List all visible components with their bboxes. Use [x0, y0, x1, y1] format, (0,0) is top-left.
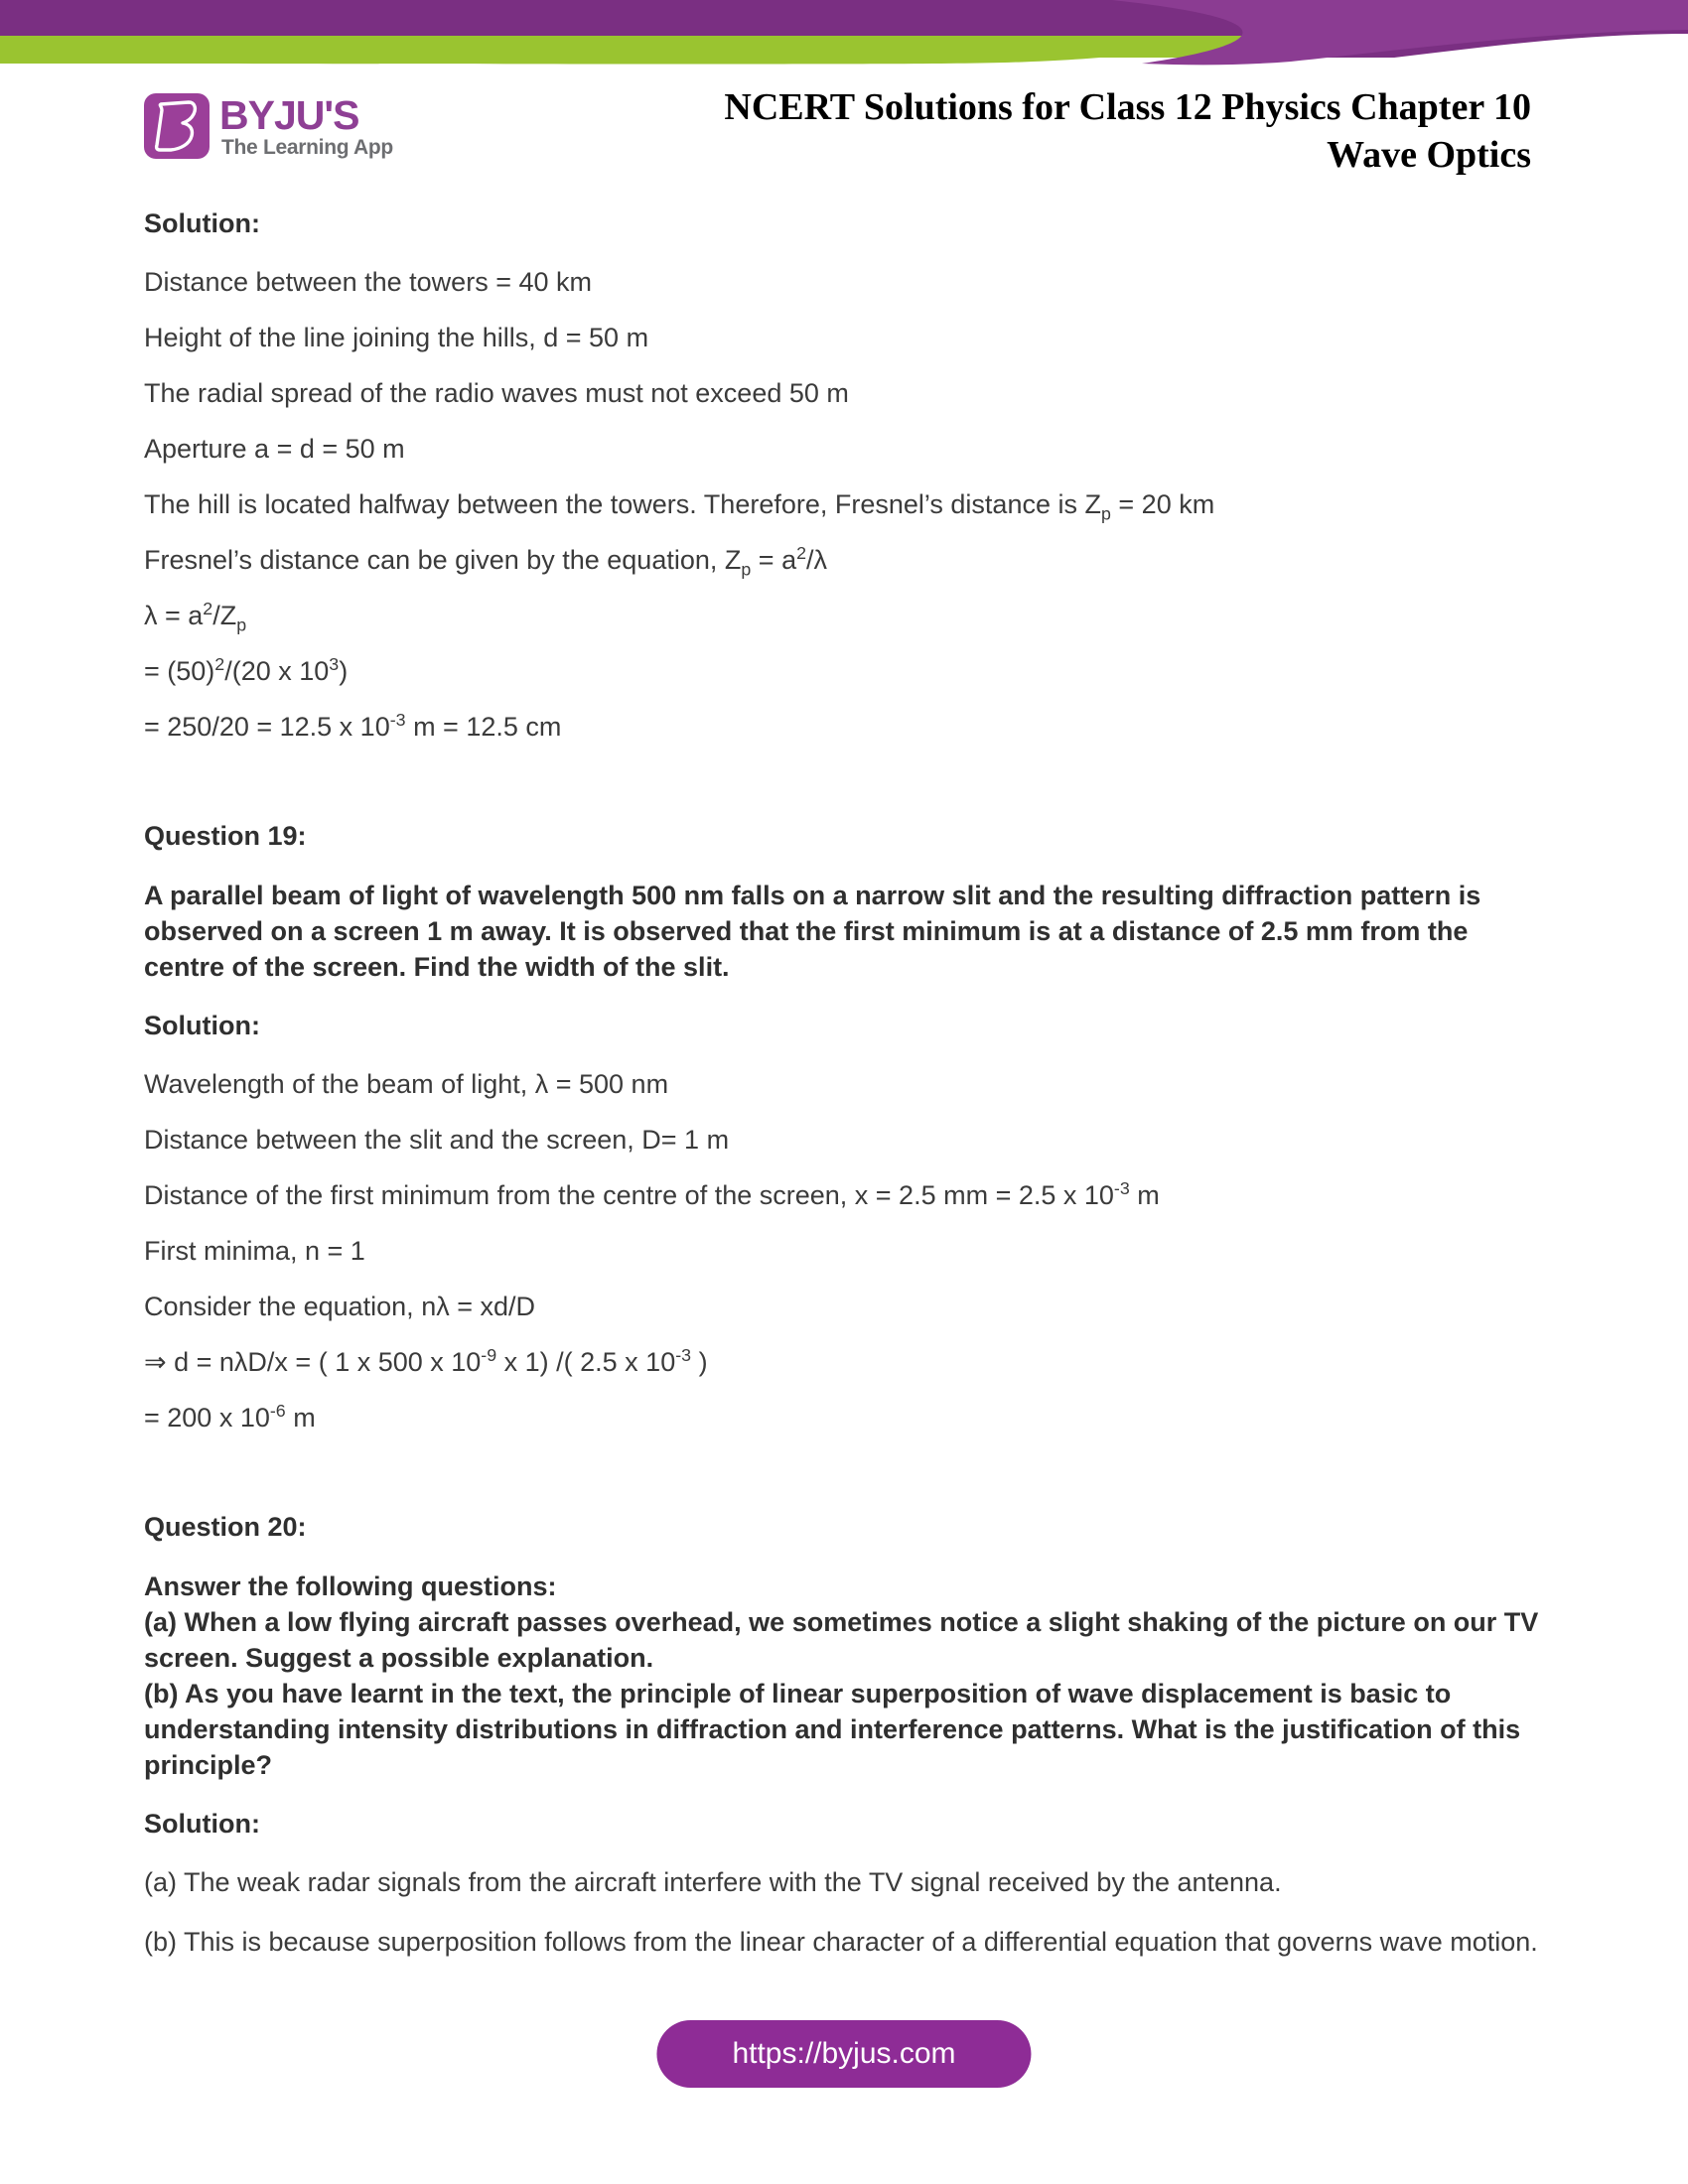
- question-20-solution-heading: Solution:: [144, 1809, 260, 1839]
- byjus-wordmark: BYJU'S: [219, 92, 359, 138]
- q19-line-distance-screen: Distance between the slit and the screen, D= 1 m: [144, 1125, 730, 1155]
- banner-green-tail: [0, 36, 1231, 65]
- q18-line-fresnel-distance: [144, 487, 1554, 524]
- byjus-logo-mark-icon: [144, 93, 210, 159]
- q18-eq-numeric: [144, 654, 1554, 688]
- page-header: [0, 71, 1688, 186]
- document-title-line2: Wave Optics: [1327, 134, 1531, 176]
- q19-l3-sup: -3: [1113, 1178, 1130, 1198]
- eq-num-sup2: 3: [329, 654, 340, 674]
- q19-l6-sup1: -9: [481, 1345, 497, 1365]
- fresnel-pre: The hill is located halfway between the towers. Therefore, Fresnel’s distance is Z: [144, 489, 1101, 519]
- eq-num-post: ): [339, 656, 349, 686]
- eq-num-mid: /(20 x 10: [224, 656, 330, 686]
- q19-l3-pre: Distance of the first minimum from the centre of the screen, x = 2.5 mm = 2.5 x 10: [144, 1180, 1114, 1210]
- q20-answer-b: (b) This is because superposition follows from the linear character of a differential equation that governs wave motion.: [144, 1927, 1538, 1957]
- question-20-label: Question 20:: [144, 1512, 307, 1542]
- eq-final-post: m = 12.5 cm: [405, 712, 562, 742]
- fresnel-subscript: p: [1100, 503, 1111, 524]
- eq-fresnel-sup: 2: [796, 543, 807, 563]
- q18-eq-fresnel: [144, 543, 1554, 580]
- q19-l6-post: ): [691, 1347, 708, 1377]
- eq-fresnel-pre: Fresnel’s distance can be given by the equation, Z: [144, 545, 742, 575]
- eq-final-sup: -3: [389, 710, 406, 730]
- q19-l7-post: m: [285, 1403, 316, 1433]
- q19-line-first-minimum: [144, 1178, 1554, 1212]
- document-body: [144, 208, 1554, 1959]
- fresnel-post: = 20 km: [1110, 489, 1215, 519]
- question-20-intro: Answer the following questions:: [144, 1571, 557, 1601]
- eq-lambda-sub: p: [236, 614, 247, 635]
- eq-num-pre: = (50): [144, 656, 215, 686]
- q20-answer-a: (a) The weak radar signals from the aircraft interfere with the TV signal received by the antenna.: [144, 1867, 1282, 1897]
- q18-line-height: Height of the line joining the hills, d = 50 m: [144, 323, 649, 352]
- q19-line-result: [144, 1401, 1554, 1434]
- q19-l6-mid: x 1) /( 2.5 x 10: [496, 1347, 676, 1377]
- q18-solution-heading: Solution:: [144, 208, 260, 238]
- eq-lambda-sup: 2: [203, 599, 213, 618]
- eq-num-sup1: 2: [214, 654, 225, 674]
- q18-line-aperture: Aperture a = d = 50 m: [144, 434, 405, 464]
- q18-line-distance: Distance between the towers = 40 km: [144, 267, 592, 297]
- eq-fresnel-mid: = a: [751, 545, 797, 575]
- q19-l6-sup2: -3: [675, 1345, 692, 1365]
- question-20-part-b: (b) As you have learnt in the text, the principle of linear superposition of wave displacement is basic to understanding intensity distributions in diffraction and interference patterns. What is the justification of this principle?: [144, 1679, 1521, 1780]
- byjus-website-button[interactable]: https://byjus.com: [656, 2020, 1031, 2088]
- eq-final-pre: = 250/20 = 12.5 x 10: [144, 712, 390, 742]
- q19-l3-post: m: [1129, 1180, 1160, 1210]
- q19-line-first-minima-n: First minima, n = 1: [144, 1236, 365, 1266]
- q19-l7-pre: = 200 x 10: [144, 1403, 270, 1433]
- q18-eq-lambda: [144, 599, 1554, 635]
- question-19-label: Question 19:: [144, 821, 307, 851]
- byjus-tagline: The Learning App: [221, 136, 393, 159]
- q18-line-radial-spread: The radial spread of the radio waves must not exceed 50 m: [144, 378, 849, 408]
- eq-lambda-pre: λ = a: [144, 601, 204, 630]
- q19-line-equation: Consider the equation, nλ = xd/D: [144, 1292, 535, 1321]
- eq-fresnel-post: /λ: [806, 545, 828, 575]
- q19-l7-sup: -6: [269, 1401, 286, 1421]
- q18-eq-final: [144, 710, 1554, 744]
- eq-lambda-post: /Z: [212, 601, 237, 630]
- document-title-line1: NCERT Solutions for Class 12 Physics Chapter 10: [724, 86, 1531, 128]
- question-20-part-a: (a) When a low flying aircraft passes overhead, we sometimes notice a slight shaking of the picture on our TV screen. Suggest a possible explanation.: [144, 1607, 1539, 1673]
- question-19-solution-heading: Solution:: [144, 1011, 260, 1040]
- byjus-logo: [144, 93, 442, 188]
- question-19-text: A parallel beam of light of wavelength 500 nm falls on a narrow slit and the resulting diffraction pattern is observed on a screen 1 m away. It is observed that the first minimum is at a distance of 2.5 mm from the centre of the screen. Find the width of the slit.: [144, 881, 1481, 982]
- eq-fresnel-sub: p: [741, 559, 752, 580]
- q19-line-wavelength: Wavelength of the beam of light, λ = 500 nm: [144, 1069, 669, 1099]
- q19-l6-pre: ⇒ d = nλD/x = ( 1 x 500 x 10: [144, 1347, 482, 1377]
- q19-line-substitution: [144, 1345, 1554, 1379]
- document-title: [637, 83, 1531, 179]
